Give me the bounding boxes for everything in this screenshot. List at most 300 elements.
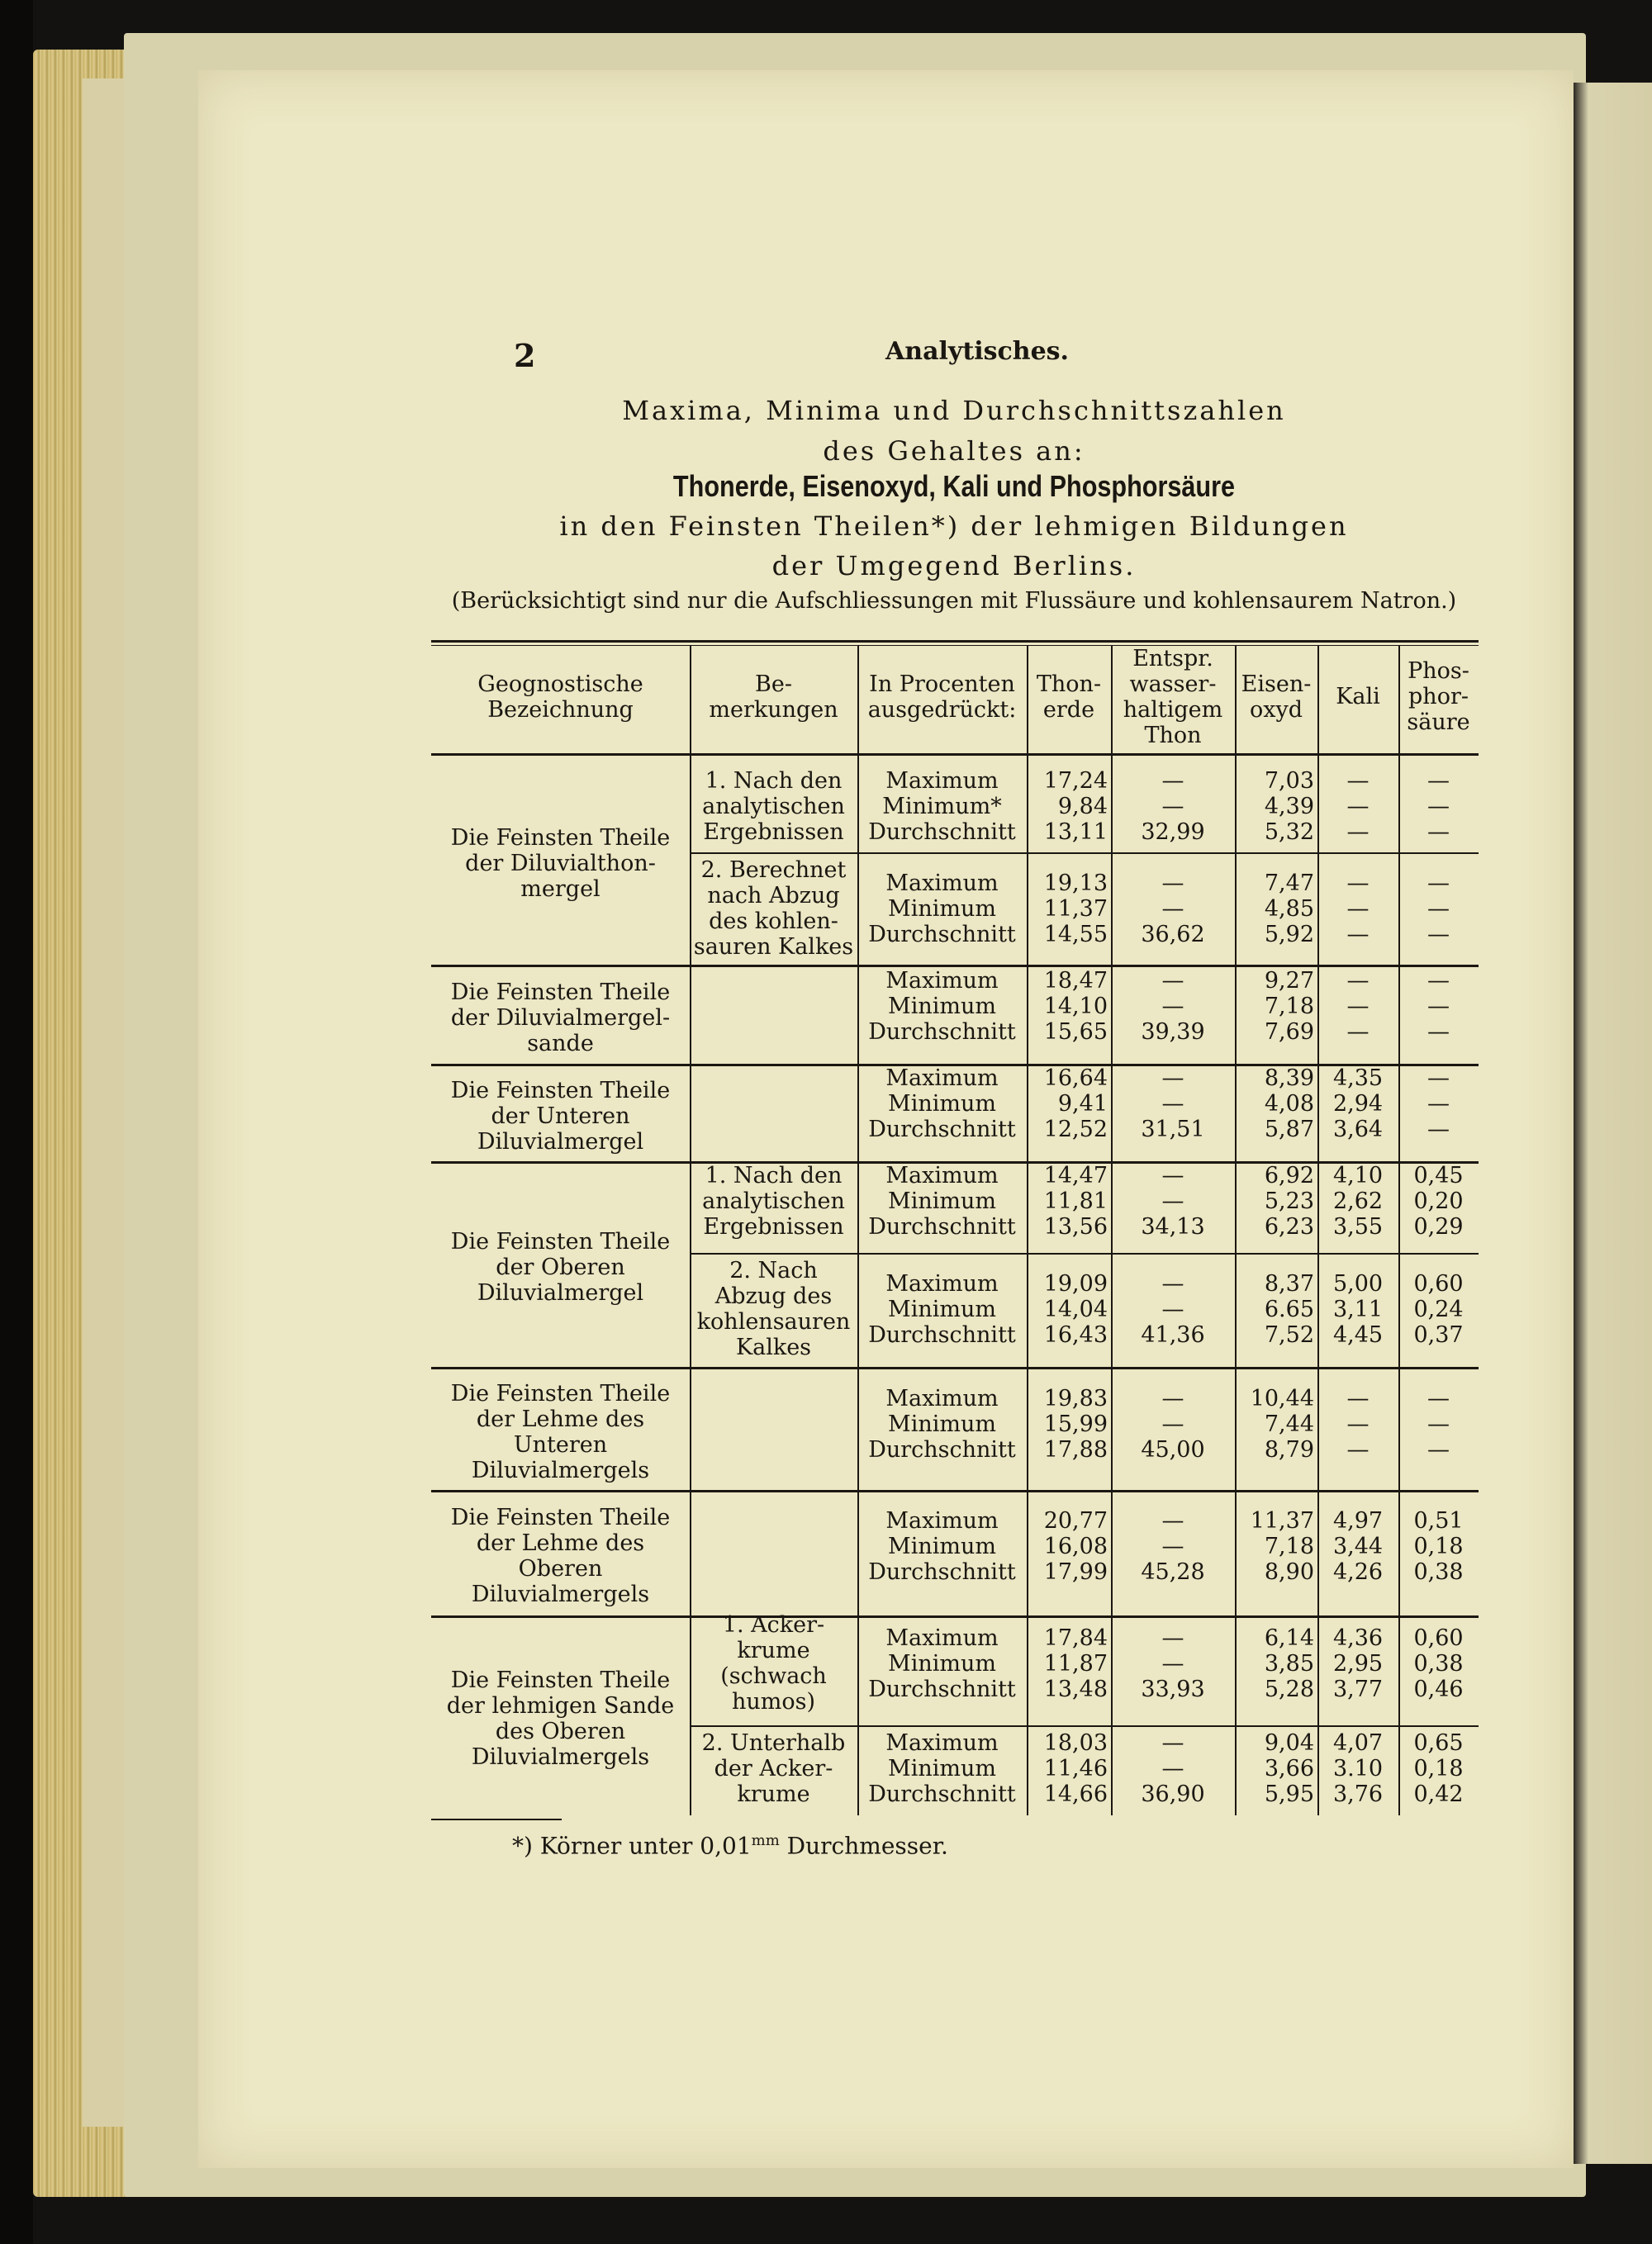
cell-thon bbox=[1030, 1271, 1108, 1297]
cell-kali-line: 2,95 bbox=[1332, 1651, 1384, 1677]
cell-entspr-line: — bbox=[1161, 871, 1184, 896]
cell-entspr-line: — bbox=[1161, 1651, 1184, 1677]
cell-entspr-line: — bbox=[1161, 794, 1184, 819]
header-phos-line: Phos- bbox=[1408, 658, 1469, 684]
cell-phos bbox=[1402, 1559, 1475, 1585]
cell-eisen bbox=[1238, 1651, 1314, 1677]
row-label-line: Durchschnitt bbox=[868, 1781, 1016, 1807]
row-label-line: Maximum bbox=[885, 968, 999, 994]
group-label-line: Die Feinsten Theile bbox=[450, 1668, 671, 1693]
row-label-line: Durchschnitt bbox=[868, 922, 1016, 947]
cell-entspr-line: — bbox=[1161, 968, 1184, 994]
cell-phos-line: — bbox=[1427, 794, 1450, 819]
subgroup-rule bbox=[690, 1253, 1479, 1255]
cell-eisen bbox=[1238, 1297, 1314, 1322]
row-label-line: Minimum bbox=[888, 896, 996, 922]
cell-entspr bbox=[1114, 1386, 1232, 1411]
cell-eisen bbox=[1238, 871, 1314, 896]
header-geo bbox=[434, 671, 686, 723]
cell-phos bbox=[1402, 1677, 1475, 1702]
title-line-1: Maxima, Minima und Durchschnittszahlen bbox=[622, 395, 1286, 426]
group-label-line: des Oberen bbox=[495, 1719, 626, 1744]
cell-kali bbox=[1321, 1297, 1395, 1322]
cell-kali bbox=[1321, 871, 1395, 896]
cell-thon bbox=[1030, 768, 1108, 794]
cell-entspr-line: — bbox=[1161, 1297, 1184, 1322]
cell-kali bbox=[1321, 1322, 1395, 1348]
cell-kali-line: 4,45 bbox=[1332, 1322, 1384, 1348]
cell-kali-line: 3,77 bbox=[1332, 1677, 1384, 1702]
remark-line: (schwach bbox=[720, 1663, 827, 1689]
cell-eisen bbox=[1238, 768, 1314, 794]
remark bbox=[693, 768, 854, 845]
column-rule-thon bbox=[1027, 645, 1028, 1815]
cell-eisen-line: 5,92 bbox=[1264, 922, 1314, 947]
cell-kali-line: 3,64 bbox=[1332, 1117, 1384, 1142]
row-label-line: Maximum bbox=[885, 1508, 999, 1534]
cell-phos-line: — bbox=[1427, 1065, 1450, 1091]
cell-kali-line: — bbox=[1346, 1019, 1370, 1045]
header-bem-line: merkungen bbox=[709, 697, 838, 723]
cell-entspr-line: 45,28 bbox=[1141, 1559, 1205, 1585]
cell-thon-line: 16,64 bbox=[1043, 1065, 1108, 1091]
cell-eisen bbox=[1238, 1019, 1314, 1045]
cell-thon-line: 9,84 bbox=[1057, 794, 1108, 819]
table-top-rule bbox=[431, 640, 1479, 643]
header-kali bbox=[1321, 684, 1395, 709]
row-label bbox=[861, 1065, 1023, 1091]
header-kali-line: Kali bbox=[1336, 684, 1380, 709]
cell-phos-line: 0,65 bbox=[1413, 1730, 1464, 1756]
row-label bbox=[861, 1271, 1023, 1297]
row-label bbox=[861, 1163, 1023, 1188]
cell-eisen bbox=[1238, 994, 1314, 1019]
group-label bbox=[434, 1229, 686, 1306]
cell-phos-line: 0,51 bbox=[1413, 1508, 1464, 1534]
remark-line: krume bbox=[737, 1781, 810, 1807]
cell-entspr bbox=[1114, 1559, 1232, 1585]
row-label-line: Durchschnitt bbox=[868, 1322, 1016, 1348]
cell-entspr bbox=[1114, 1091, 1232, 1117]
cell-phos bbox=[1402, 1730, 1475, 1756]
column-rule-entspr bbox=[1111, 645, 1113, 1815]
header-geo-line: Geognostische bbox=[477, 671, 643, 697]
cell-phos bbox=[1402, 1271, 1475, 1297]
cell-entspr bbox=[1114, 896, 1232, 922]
header-entspr-line: Entspr. bbox=[1132, 646, 1213, 671]
cell-phos-line: 0,37 bbox=[1413, 1322, 1464, 1348]
cell-kali-line: 4,97 bbox=[1332, 1508, 1384, 1534]
group-label-line: Die Feinsten Theile bbox=[450, 825, 671, 851]
cell-phos-line: 0,18 bbox=[1413, 1756, 1464, 1781]
cell-entspr bbox=[1114, 922, 1232, 947]
cell-kali-line: 3.10 bbox=[1332, 1756, 1384, 1781]
cell-phos-line: — bbox=[1427, 1386, 1450, 1411]
header-eisen-line: oxyd bbox=[1249, 697, 1303, 723]
cell-eisen bbox=[1238, 1271, 1314, 1297]
group-label-line: Unteren bbox=[513, 1432, 608, 1458]
remark bbox=[693, 1612, 854, 1715]
group-label bbox=[434, 1505, 686, 1607]
cell-thon bbox=[1030, 994, 1108, 1019]
row-label-line: Maximum bbox=[885, 1065, 999, 1091]
cell-entspr bbox=[1114, 1065, 1232, 1091]
cell-thon-line: 13,56 bbox=[1043, 1214, 1108, 1240]
cell-kali bbox=[1321, 1625, 1395, 1651]
cell-phos bbox=[1402, 1625, 1475, 1651]
cell-phos bbox=[1402, 1163, 1475, 1188]
cell-eisen-line: 8,79 bbox=[1264, 1437, 1314, 1463]
cell-entspr-line: — bbox=[1161, 994, 1184, 1019]
cell-phos bbox=[1402, 1091, 1475, 1117]
cell-eisen-line: 3,85 bbox=[1264, 1651, 1314, 1677]
cell-entspr-line: — bbox=[1161, 1386, 1184, 1411]
remark-line: nach Abzug bbox=[707, 883, 840, 909]
header-proc-line: ausgedrückt: bbox=[867, 697, 1017, 723]
cell-phos bbox=[1402, 1322, 1475, 1348]
cell-kali bbox=[1321, 994, 1395, 1019]
row-label bbox=[861, 1188, 1023, 1214]
cell-thon-line: 14,04 bbox=[1043, 1297, 1108, 1322]
row-label-line: Maximum bbox=[885, 871, 999, 896]
cell-thon-line: 13,48 bbox=[1043, 1677, 1108, 1702]
group-label-line: Diluvialmergels bbox=[471, 1582, 650, 1607]
row-label bbox=[861, 1651, 1023, 1677]
cell-thon-line: 16,08 bbox=[1043, 1534, 1108, 1559]
cell-phos-line: 0,29 bbox=[1413, 1214, 1464, 1240]
cell-eisen-line: 7,18 bbox=[1264, 1534, 1314, 1559]
cell-kali bbox=[1321, 1781, 1395, 1807]
cell-eisen bbox=[1238, 794, 1314, 819]
cell-thon-line: 13,11 bbox=[1043, 819, 1108, 845]
cell-kali bbox=[1321, 1065, 1395, 1091]
cell-phos-line: — bbox=[1427, 1091, 1450, 1117]
row-label bbox=[861, 1730, 1023, 1756]
cell-thon-line: 14,47 bbox=[1043, 1163, 1108, 1188]
cell-eisen bbox=[1238, 896, 1314, 922]
cell-entspr-line: — bbox=[1161, 1411, 1184, 1437]
cell-kali bbox=[1321, 1534, 1395, 1559]
header-proc bbox=[861, 671, 1023, 723]
cell-thon bbox=[1030, 1508, 1108, 1534]
cell-entspr-line: 34,13 bbox=[1141, 1214, 1205, 1240]
remark-line: kohlensauren bbox=[696, 1309, 851, 1335]
cell-eisen bbox=[1238, 1508, 1314, 1534]
cell-eisen bbox=[1238, 1188, 1314, 1214]
cell-thon-line: 19,09 bbox=[1043, 1271, 1108, 1297]
row-label bbox=[861, 1677, 1023, 1702]
group-label-line: Diluvialmergels bbox=[471, 1458, 650, 1483]
cell-kali bbox=[1321, 968, 1395, 994]
cell-phos bbox=[1402, 1386, 1475, 1411]
row-label-line: Minimum bbox=[888, 1411, 996, 1437]
cell-thon-line: 9,41 bbox=[1057, 1091, 1108, 1117]
row-label-line: Minimum bbox=[888, 1091, 996, 1117]
cell-entspr bbox=[1114, 1163, 1232, 1188]
cell-eisen bbox=[1238, 1065, 1314, 1091]
cell-kali bbox=[1321, 922, 1395, 947]
group-label-line: mergel bbox=[520, 876, 601, 902]
table-top-rule-thin bbox=[431, 645, 1479, 646]
cell-kali bbox=[1321, 819, 1395, 845]
cell-kali-line: 5,00 bbox=[1332, 1271, 1384, 1297]
cell-kali bbox=[1321, 1019, 1395, 1045]
cell-eisen bbox=[1238, 1091, 1314, 1117]
cell-entspr-line: — bbox=[1161, 1188, 1184, 1214]
cell-eisen-line: 8,39 bbox=[1264, 1065, 1314, 1091]
cell-thon bbox=[1030, 1065, 1108, 1091]
cell-phos bbox=[1402, 1019, 1475, 1045]
cell-thon-line: 17,84 bbox=[1043, 1625, 1108, 1651]
row-label bbox=[861, 1322, 1023, 1348]
cell-entspr-line: — bbox=[1161, 1756, 1184, 1781]
remark bbox=[693, 857, 854, 960]
group-label-line: Die Feinsten Theile bbox=[450, 1381, 671, 1407]
cell-eisen bbox=[1238, 1730, 1314, 1756]
group-label-line: Diluvialmergels bbox=[471, 1744, 650, 1770]
cell-eisen-line: 4,08 bbox=[1264, 1091, 1314, 1117]
row-label-line: Durchschnitt bbox=[868, 1019, 1016, 1045]
cell-phos bbox=[1402, 896, 1475, 922]
cell-eisen-line: 6,14 bbox=[1264, 1625, 1314, 1651]
group-label-line: sande bbox=[527, 1031, 594, 1056]
group-label-line: der Diluvialmergel- bbox=[450, 1005, 671, 1031]
cell-entspr bbox=[1114, 1534, 1232, 1559]
row-label bbox=[861, 1781, 1023, 1807]
cell-eisen-line: 5,28 bbox=[1264, 1677, 1314, 1702]
cell-entspr-line: 41,36 bbox=[1141, 1322, 1205, 1348]
cell-thon-line: 14,66 bbox=[1043, 1781, 1108, 1807]
cell-phos bbox=[1402, 1508, 1475, 1534]
header-thon-line: Thon- bbox=[1036, 671, 1102, 697]
cell-eisen-line: 9,04 bbox=[1264, 1730, 1314, 1756]
row-label bbox=[861, 1386, 1023, 1411]
footnote-rule bbox=[431, 1819, 562, 1820]
header-thon bbox=[1030, 671, 1108, 723]
cell-kali bbox=[1321, 1411, 1395, 1437]
cell-entspr-line: 39,39 bbox=[1141, 1019, 1205, 1045]
remark-line: 2. Berechnet bbox=[700, 857, 847, 883]
row-label-line: Durchschnitt bbox=[868, 1437, 1016, 1463]
row-label bbox=[861, 1534, 1023, 1559]
cell-kali bbox=[1321, 1188, 1395, 1214]
cell-eisen-line: 11,37 bbox=[1250, 1508, 1314, 1534]
group-label bbox=[434, 1381, 686, 1483]
row-label bbox=[861, 768, 1023, 794]
cell-entspr bbox=[1114, 1214, 1232, 1240]
cell-kali-line: — bbox=[1346, 922, 1370, 947]
cell-eisen bbox=[1238, 1386, 1314, 1411]
cell-phos bbox=[1402, 1534, 1475, 1559]
row-label bbox=[861, 871, 1023, 896]
row-label bbox=[861, 794, 1023, 819]
cell-phos-line: 0,24 bbox=[1413, 1297, 1464, 1322]
cell-eisen bbox=[1238, 1559, 1314, 1585]
row-label-line: Durchschnitt bbox=[868, 1117, 1016, 1142]
cell-entspr-line: 45,00 bbox=[1141, 1437, 1205, 1463]
cell-eisen bbox=[1238, 922, 1314, 947]
row-label-line: Durchschnitt bbox=[868, 1214, 1016, 1240]
cell-phos-line: — bbox=[1427, 1411, 1450, 1437]
group-label-line: der Lehme des bbox=[476, 1407, 645, 1432]
group-label-line: der Lehme des bbox=[476, 1530, 645, 1556]
cell-phos-line: — bbox=[1427, 768, 1450, 794]
cell-phos-line: — bbox=[1427, 871, 1450, 896]
remark-line: der Acker- bbox=[714, 1756, 833, 1781]
footnote bbox=[512, 1832, 948, 1859]
cell-phos bbox=[1402, 1297, 1475, 1322]
row-label bbox=[861, 1214, 1023, 1240]
cell-eisen bbox=[1238, 1781, 1314, 1807]
cell-eisen-line: 7,52 bbox=[1264, 1322, 1314, 1348]
row-label bbox=[861, 1508, 1023, 1534]
cell-entspr bbox=[1114, 819, 1232, 845]
group-label-line: Die Feinsten Theile bbox=[450, 1505, 671, 1530]
footnote-text: *) Körner unter 0,01 bbox=[512, 1832, 752, 1860]
cell-eisen-line: 5,87 bbox=[1264, 1117, 1314, 1142]
cell-thon bbox=[1030, 1322, 1108, 1348]
cell-thon bbox=[1030, 1386, 1108, 1411]
cell-entspr bbox=[1114, 1508, 1232, 1534]
cell-phos-line: 0,38 bbox=[1413, 1559, 1464, 1585]
cell-thon-line: 20,77 bbox=[1043, 1508, 1108, 1534]
cell-phos bbox=[1402, 819, 1475, 845]
cell-phos bbox=[1402, 1437, 1475, 1463]
group-label-line: Die Feinsten Theile bbox=[450, 1229, 671, 1255]
header-entspr-line: wasser- bbox=[1129, 671, 1217, 697]
title-line-5: der Umgegend Berlins. bbox=[771, 550, 1137, 581]
cell-phos-line: — bbox=[1427, 1117, 1450, 1142]
cell-phos-line: 0,60 bbox=[1413, 1625, 1464, 1651]
cell-eisen bbox=[1238, 1625, 1314, 1651]
group-label-line: Die Feinsten Theile bbox=[450, 980, 671, 1005]
cell-kali-line: — bbox=[1346, 794, 1370, 819]
header-eisen-line: Eisen- bbox=[1241, 671, 1312, 697]
cell-eisen-line: 7,47 bbox=[1264, 871, 1314, 896]
cell-eisen-line: 7,44 bbox=[1264, 1411, 1314, 1437]
group-label-line: der Oberen bbox=[496, 1255, 625, 1280]
column-rule-phos bbox=[1398, 645, 1400, 1815]
row-label-line: Maximum bbox=[885, 1386, 999, 1411]
cell-kali-line: 3,55 bbox=[1332, 1214, 1384, 1240]
cell-eisen bbox=[1238, 1534, 1314, 1559]
row-label bbox=[861, 1625, 1023, 1651]
row-label-line: Maximum bbox=[885, 1730, 999, 1756]
group-rule bbox=[431, 965, 1479, 967]
group-label bbox=[434, 980, 686, 1056]
remark-line: 1. Acker- bbox=[722, 1612, 825, 1638]
cell-eisen bbox=[1238, 1437, 1314, 1463]
cell-entspr-line: 36,90 bbox=[1141, 1781, 1205, 1807]
cell-phos bbox=[1402, 1065, 1475, 1091]
cell-phos-line: — bbox=[1427, 922, 1450, 947]
cell-phos bbox=[1402, 794, 1475, 819]
cell-phos bbox=[1402, 1214, 1475, 1240]
header-bem-line: Be- bbox=[755, 671, 792, 697]
cell-phos bbox=[1402, 1756, 1475, 1781]
cell-phos-line: 0,42 bbox=[1413, 1781, 1464, 1807]
cell-thon-line: 18,03 bbox=[1043, 1730, 1108, 1756]
header-phos-line: phor- bbox=[1408, 684, 1469, 709]
cell-entspr-line: — bbox=[1161, 1163, 1184, 1188]
remark bbox=[693, 1258, 854, 1360]
cell-thon-line: 17,88 bbox=[1043, 1437, 1108, 1463]
cell-eisen bbox=[1238, 1411, 1314, 1437]
cell-phos bbox=[1402, 994, 1475, 1019]
row-label bbox=[861, 1411, 1023, 1437]
cell-thon bbox=[1030, 968, 1108, 994]
cell-eisen bbox=[1238, 1117, 1314, 1142]
cell-kali bbox=[1321, 1117, 1395, 1142]
cell-phos bbox=[1402, 1781, 1475, 1807]
cell-thon bbox=[1030, 1781, 1108, 1807]
cell-kali-line: 4,10 bbox=[1332, 1163, 1384, 1188]
cell-entspr-line: — bbox=[1161, 1534, 1184, 1559]
cell-eisen-line: 5,32 bbox=[1264, 819, 1314, 845]
cell-thon bbox=[1030, 1559, 1108, 1585]
row-label bbox=[861, 1091, 1023, 1117]
cell-entspr-line: 31,51 bbox=[1141, 1117, 1205, 1142]
cell-kali bbox=[1321, 1271, 1395, 1297]
cell-phos-line: — bbox=[1427, 994, 1450, 1019]
cell-entspr bbox=[1114, 1188, 1232, 1214]
cell-thon bbox=[1030, 1651, 1108, 1677]
row-label-line: Minimum bbox=[888, 1534, 996, 1559]
cell-entspr bbox=[1114, 794, 1232, 819]
row-label bbox=[861, 1756, 1023, 1781]
cell-kali bbox=[1321, 768, 1395, 794]
remark-line: sauren Kalkes bbox=[693, 934, 854, 960]
row-label-line: Maximum bbox=[885, 768, 999, 794]
cell-eisen-line: 7,03 bbox=[1264, 768, 1314, 794]
group-label-line: der lehmigen Sande bbox=[446, 1693, 675, 1719]
cell-entspr bbox=[1114, 1271, 1232, 1297]
row-label-line: Minimum bbox=[888, 994, 996, 1019]
cell-entspr bbox=[1114, 1781, 1232, 1807]
cell-kali-line: 4,36 bbox=[1332, 1625, 1384, 1651]
cell-phos-line: — bbox=[1427, 1019, 1450, 1045]
cell-thon-line: 19,13 bbox=[1043, 871, 1108, 896]
cell-entspr bbox=[1114, 768, 1232, 794]
cell-entspr bbox=[1114, 1411, 1232, 1437]
cell-phos bbox=[1402, 871, 1475, 896]
remark bbox=[693, 1163, 854, 1240]
row-label bbox=[861, 968, 1023, 994]
cell-thon bbox=[1030, 1756, 1108, 1781]
cell-thon bbox=[1030, 1625, 1108, 1651]
header-phos bbox=[1402, 658, 1475, 735]
cell-phos bbox=[1402, 1411, 1475, 1437]
cell-thon bbox=[1030, 1117, 1108, 1142]
cell-eisen-line: 5,23 bbox=[1264, 1188, 1314, 1214]
row-label bbox=[861, 1019, 1023, 1045]
column-rule-eisen bbox=[1235, 645, 1237, 1815]
header-geo-line: Bezeichnung bbox=[487, 697, 634, 723]
remark-line: 2. Unterhalb bbox=[701, 1730, 846, 1756]
column-rule-proc bbox=[857, 645, 859, 1815]
group-label-line: der Unteren bbox=[491, 1103, 630, 1129]
row-label-line: Durchschnitt bbox=[868, 819, 1016, 845]
cell-thon bbox=[1030, 1730, 1108, 1756]
cell-kali-line: 2,62 bbox=[1332, 1188, 1384, 1214]
column-rule-kali bbox=[1317, 645, 1319, 1815]
cell-thon bbox=[1030, 1534, 1108, 1559]
cell-kali bbox=[1321, 1386, 1395, 1411]
cell-thon bbox=[1030, 1297, 1108, 1322]
cell-phos bbox=[1402, 922, 1475, 947]
cell-thon bbox=[1030, 871, 1108, 896]
remark-line: des kohlen- bbox=[709, 909, 838, 934]
